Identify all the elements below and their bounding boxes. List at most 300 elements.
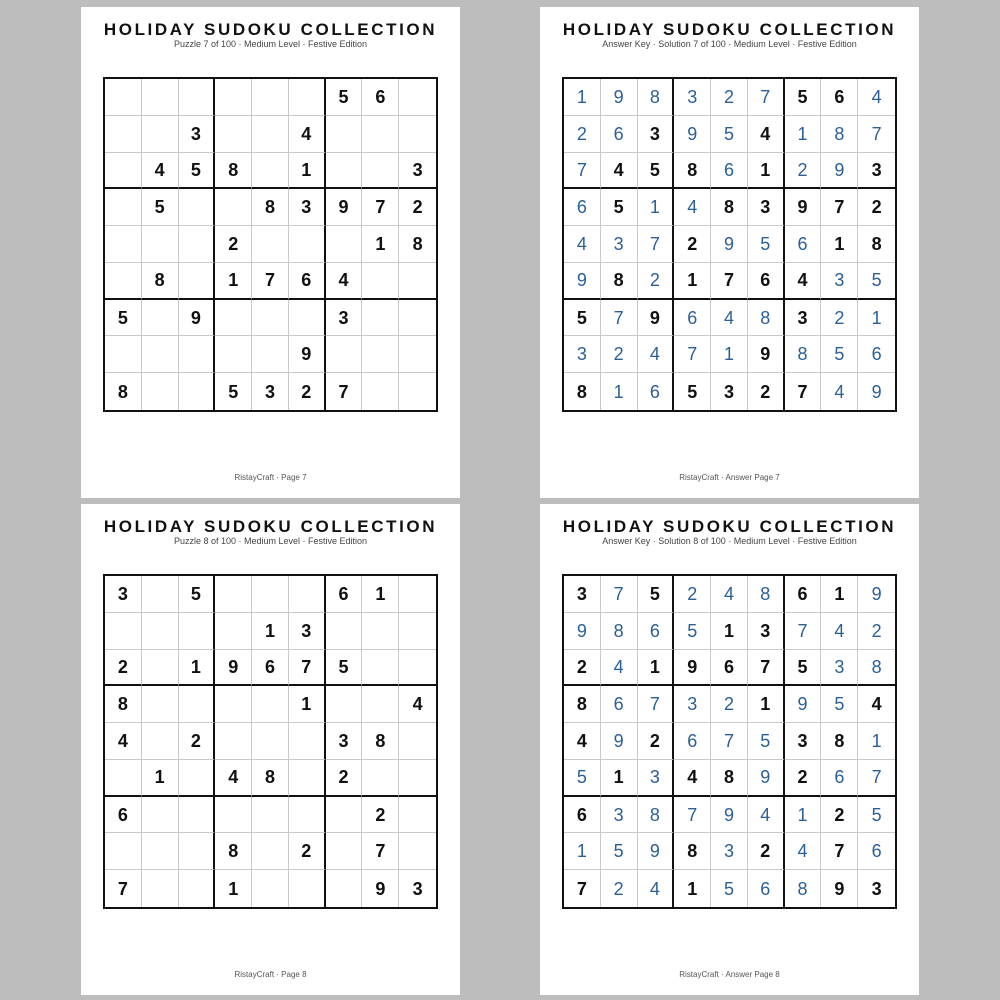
sudoku-cell (105, 79, 142, 116)
answer-page-7 (540, 7, 919, 498)
sudoku-cell (179, 613, 216, 650)
sudoku-cell (252, 870, 289, 907)
sudoku-cell (215, 797, 252, 834)
sudoku-cell: 6 (674, 723, 711, 760)
sudoku-cell: 9 (674, 650, 711, 687)
page-title: HOLIDAY SUDOKU COLLECTION (103, 20, 438, 39)
sudoku-cell: 3 (105, 576, 142, 613)
sudoku-cell: 1 (821, 576, 858, 613)
sudoku-cell (179, 226, 216, 263)
sudoku-cell: 2 (362, 797, 399, 834)
sudoku-cell (179, 263, 216, 300)
sudoku-cell: 8 (362, 723, 399, 760)
sudoku-cell (362, 263, 399, 300)
sudoku-cell (362, 613, 399, 650)
sudoku-cell: 8 (638, 797, 675, 834)
sudoku-grid (103, 77, 438, 412)
sudoku-cell: 5 (105, 300, 142, 337)
sudoku-cell: 8 (711, 189, 748, 226)
sudoku-cell: 8 (748, 300, 785, 337)
sudoku-cell (215, 189, 252, 226)
sudoku-cell: 4 (638, 336, 675, 373)
sudoku-cell: 8 (105, 373, 142, 410)
sudoku-cell: 6 (362, 79, 399, 116)
sudoku-cell: 1 (638, 650, 675, 687)
page-title: HOLIDAY SUDOKU COLLECTION (562, 20, 897, 39)
sudoku-cell (326, 870, 363, 907)
sudoku-cell: 1 (215, 263, 252, 300)
sudoku-cell (289, 226, 326, 263)
sudoku-cell (289, 79, 326, 116)
sudoku-cell: 4 (785, 833, 822, 870)
sudoku-cell: 6 (748, 263, 785, 300)
sudoku-cell (105, 833, 142, 870)
sudoku-cell: 5 (326, 650, 363, 687)
sudoku-cell (252, 723, 289, 760)
sudoku-cell: 2 (858, 189, 895, 226)
sudoku-cell: 7 (638, 226, 675, 263)
sudoku-cell: 1 (785, 797, 822, 834)
sudoku-cell: 1 (362, 226, 399, 263)
sudoku-cell: 9 (638, 833, 675, 870)
sudoku-cell (252, 300, 289, 337)
sudoku-cell: 2 (289, 833, 326, 870)
sudoku-cell: 6 (858, 833, 895, 870)
page-title: HOLIDAY SUDOKU COLLECTION (103, 517, 438, 536)
sudoku-cell (215, 723, 252, 760)
sudoku-cell (105, 226, 142, 263)
sudoku-cell (179, 760, 216, 797)
sudoku-cell: 3 (785, 300, 822, 337)
sudoku-cell: 9 (362, 870, 399, 907)
sudoku-cell: 3 (858, 153, 895, 190)
sudoku-cell: 5 (564, 760, 601, 797)
page-footer: RistayCraft · Answer Page 7 (679, 473, 780, 482)
sudoku-cell: 7 (362, 189, 399, 226)
sudoku-cell (399, 760, 436, 797)
sudoku-cell: 9 (326, 189, 363, 226)
sudoku-cell (215, 336, 252, 373)
sudoku-cell: 8 (252, 760, 289, 797)
sudoku-cell: 2 (711, 79, 748, 116)
sudoku-cell: 2 (748, 373, 785, 410)
sudoku-cell: 3 (821, 263, 858, 300)
sudoku-cell: 6 (711, 650, 748, 687)
sudoku-cell (105, 760, 142, 797)
sudoku-cell (142, 300, 179, 337)
sudoku-cell (179, 189, 216, 226)
sudoku-cell: 6 (252, 650, 289, 687)
sudoku-cell (252, 576, 289, 613)
sudoku-cell: 3 (399, 153, 436, 190)
sudoku-cell: 8 (858, 226, 895, 263)
sudoku-grid (103, 574, 438, 909)
sudoku-cell: 6 (564, 189, 601, 226)
sudoku-cell: 9 (601, 723, 638, 760)
sudoku-cell: 8 (711, 760, 748, 797)
sudoku-cell: 9 (748, 336, 785, 373)
sudoku-cell: 8 (399, 226, 436, 263)
sudoku-cell: 9 (871, 381, 882, 402)
sudoku-cell: 4 (638, 870, 675, 907)
sudoku-cell: 4 (711, 300, 748, 337)
sudoku-cell: 5 (564, 300, 601, 337)
sudoku-cell: 8 (601, 613, 638, 650)
sudoku-cell: 1 (564, 833, 601, 870)
sudoku-cell (399, 116, 436, 153)
sudoku-cell (362, 373, 399, 410)
sudoku-cell: 9 (711, 797, 748, 834)
sudoku-cell: 2 (785, 153, 822, 190)
sudoku-cell (399, 79, 436, 116)
sudoku-cell: 1 (674, 263, 711, 300)
sudoku-cell: 7 (252, 263, 289, 300)
sudoku-cell: 1 (252, 613, 289, 650)
sudoku-cell: 8 (748, 576, 785, 613)
sudoku-cell: 3 (871, 878, 882, 899)
sudoku-cell (399, 613, 436, 650)
sudoku-cell (399, 833, 436, 870)
sudoku-cell: 1 (362, 576, 399, 613)
sudoku-cell: 4 (564, 226, 601, 263)
sudoku-cell: 6 (638, 613, 675, 650)
sudoku-cell (252, 153, 289, 190)
sudoku-cell: 2 (748, 833, 785, 870)
sudoku-cell: 5 (601, 833, 638, 870)
sudoku-cell: 4 (785, 263, 822, 300)
sudoku-cell: 6 (821, 760, 858, 797)
sudoku-cell: 2 (674, 576, 711, 613)
sudoku-cell: 2 (821, 300, 858, 337)
sudoku-cell (179, 336, 216, 373)
sudoku-cell (399, 723, 436, 760)
sudoku-cell: 2 (289, 373, 326, 410)
sudoku-cell: 3 (326, 723, 363, 760)
sudoku-cell: 1 (674, 870, 711, 907)
sudoku-cell (142, 833, 179, 870)
sudoku-cell: 3 (179, 116, 216, 153)
sudoku-cell: 4 (858, 686, 895, 723)
sudoku-cell: 9 (215, 650, 252, 687)
puzzle-page-8 (81, 504, 460, 995)
sudoku-cell: 9 (711, 226, 748, 263)
sudoku-cell: 6 (785, 226, 822, 263)
sudoku-grid (562, 77, 897, 412)
sudoku-cell: 3 (289, 189, 326, 226)
sudoku-cell: 2 (601, 870, 638, 907)
page-title: HOLIDAY SUDOKU COLLECTION (562, 517, 897, 536)
sudoku-cell (289, 576, 326, 613)
sudoku-cell: 1 (785, 116, 822, 153)
sudoku-cell: 7 (711, 263, 748, 300)
sudoku-cell: 5 (785, 650, 822, 687)
sudoku-cell (252, 797, 289, 834)
sudoku-cell: 9 (564, 263, 601, 300)
sudoku-cell: 9 (289, 336, 326, 373)
sudoku-cell: 2 (821, 797, 858, 834)
sudoku-cell: 9 (821, 870, 858, 907)
sudoku-cell: 1 (711, 336, 748, 373)
sudoku-cell: 3 (674, 79, 711, 116)
sudoku-cell: 2 (399, 189, 436, 226)
sudoku-cell: 9 (785, 686, 822, 723)
sudoku-cell (326, 336, 363, 373)
sudoku-cell (289, 870, 326, 907)
sudoku-cell (105, 336, 142, 373)
sudoku-cell (399, 336, 436, 373)
sudoku-cell (289, 723, 326, 760)
sudoku-cell: 9 (821, 153, 858, 190)
sudoku-cell: 7 (564, 153, 601, 190)
page-subtitle: Puzzle 7 of 100 · Medium Level · Festive Edition (173, 39, 368, 49)
sudoku-cell: 6 (601, 686, 638, 723)
sudoku-cell: 1 (748, 153, 785, 190)
sudoku-cell: 5 (638, 153, 675, 190)
sudoku-cell: 4 (711, 576, 748, 613)
sudoku-cell: 6 (289, 263, 326, 300)
sudoku-cell: 4 (289, 116, 326, 153)
sudoku-cell (362, 760, 399, 797)
sudoku-cell (142, 650, 179, 687)
sudoku-cell: 6 (638, 373, 675, 410)
sudoku-cell: 2 (564, 650, 601, 687)
sudoku-cell: 1 (748, 686, 785, 723)
sudoku-cell: 1 (179, 650, 216, 687)
sudoku-cell (142, 373, 179, 410)
sudoku-cell: 5 (858, 263, 895, 300)
sudoku-cell: 3 (638, 760, 675, 797)
sudoku-cell: 2 (179, 723, 216, 760)
sudoku-cell: 2 (638, 263, 675, 300)
sudoku-cell: 5 (142, 189, 179, 226)
sudoku-cell: 4 (748, 116, 785, 153)
sudoku-cell: 3 (785, 723, 822, 760)
sudoku-cell: 7 (674, 797, 711, 834)
page-footer: RistayCraft · Page 8 (234, 970, 307, 979)
sudoku-cell: 5 (711, 870, 748, 907)
sudoku-cell: 5 (748, 723, 785, 760)
sudoku-cell: 7 (326, 373, 363, 410)
sudoku-cell: 9 (638, 300, 675, 337)
sudoku-cell: 3 (412, 878, 423, 899)
sudoku-cell (252, 833, 289, 870)
sudoku-cell: 2 (638, 723, 675, 760)
sudoku-cell: 7 (564, 870, 601, 907)
sudoku-cell: 5 (179, 576, 216, 613)
sudoku-cell (142, 336, 179, 373)
sudoku-cell: 1 (215, 870, 252, 907)
sudoku-cell: 5 (601, 189, 638, 226)
sudoku-cell (105, 189, 142, 226)
sudoku-cell (399, 797, 436, 834)
sudoku-cell: 8 (785, 870, 822, 907)
sudoku-cell: 1 (289, 153, 326, 190)
sudoku-cell (179, 870, 216, 907)
sudoku-cell: 2 (601, 336, 638, 373)
sudoku-cell (362, 336, 399, 373)
sudoku-cell (252, 226, 289, 263)
sudoku-cell: 7 (821, 189, 858, 226)
sudoku-cell (215, 576, 252, 613)
sudoku-cell: 5 (821, 336, 858, 373)
sudoku-cell: 6 (601, 116, 638, 153)
sudoku-cell: 1 (711, 613, 748, 650)
sudoku-cell (326, 116, 363, 153)
sudoku-cell (179, 797, 216, 834)
sudoku-cell: 7 (821, 833, 858, 870)
sudoku-cell (362, 300, 399, 337)
sudoku-cell: 6 (748, 870, 785, 907)
sudoku-cell: 4 (564, 723, 601, 760)
sudoku-cell: 1 (638, 189, 675, 226)
sudoku-cell: 4 (105, 723, 142, 760)
sudoku-cell: 7 (638, 686, 675, 723)
sudoku-cell (326, 833, 363, 870)
sudoku-cell: 5 (674, 373, 711, 410)
sudoku-cell (179, 373, 216, 410)
sudoku-cell: 7 (601, 576, 638, 613)
sudoku-cell (362, 116, 399, 153)
sudoku-cell: 1 (142, 760, 179, 797)
sudoku-cell (142, 686, 179, 723)
sudoku-cell: 9 (785, 189, 822, 226)
sudoku-cell: 3 (252, 373, 289, 410)
sudoku-cell (362, 153, 399, 190)
sudoku-cell (326, 797, 363, 834)
sudoku-cell: 6 (326, 576, 363, 613)
sudoku-cell (399, 300, 436, 337)
sudoku-cell: 1 (821, 226, 858, 263)
sudoku-cell: 2 (564, 116, 601, 153)
sudoku-cell (362, 650, 399, 687)
sudoku-cell: 1 (289, 686, 326, 723)
sudoku-cell: 5 (711, 116, 748, 153)
sudoku-cell (179, 79, 216, 116)
sudoku-cell: 6 (674, 300, 711, 337)
sudoku-cell: 5 (785, 79, 822, 116)
sudoku-cell: 8 (564, 373, 601, 410)
sudoku-cell: 1 (858, 723, 895, 760)
sudoku-cell (179, 833, 216, 870)
sudoku-cell: 8 (785, 336, 822, 373)
sudoku-cell: 7 (785, 613, 822, 650)
sudoku-cell (215, 300, 252, 337)
sudoku-cell: 3 (674, 686, 711, 723)
puzzle-page-7 (81, 7, 460, 498)
sudoku-cell (289, 797, 326, 834)
sudoku-cell: 7 (748, 650, 785, 687)
sudoku-cell: 7 (711, 723, 748, 760)
sudoku-cell: 1 (601, 373, 638, 410)
sudoku-cell (362, 686, 399, 723)
sudoku-cell (399, 263, 436, 300)
sudoku-cell: 1 (858, 300, 895, 337)
sudoku-cell (105, 153, 142, 190)
sudoku-cell: 3 (711, 373, 748, 410)
sudoku-cell: 9 (179, 300, 216, 337)
sudoku-cell: 3 (821, 650, 858, 687)
sudoku-cell: 6 (821, 79, 858, 116)
sudoku-cell (142, 723, 179, 760)
page-subtitle: Answer Key · Solution 7 of 100 · Medium Level · Festive Edition (602, 39, 857, 49)
sudoku-cell: 2 (215, 226, 252, 263)
sudoku-cell: 6 (785, 576, 822, 613)
sudoku-cell: 8 (601, 263, 638, 300)
sudoku-cell: 4 (399, 686, 436, 723)
sudoku-cell (215, 686, 252, 723)
sudoku-cell: 3 (748, 613, 785, 650)
sudoku-cell (399, 373, 436, 410)
sudoku-cell: 7 (105, 870, 142, 907)
sudoku-cell: 7 (601, 300, 638, 337)
sudoku-cell: 4 (821, 613, 858, 650)
sudoku-cell: 7 (858, 760, 895, 797)
page-subtitle: Answer Key · Solution 8 of 100 · Medium Level · Festive Edition (602, 536, 857, 546)
sudoku-cell (289, 300, 326, 337)
sudoku-cell (215, 613, 252, 650)
sudoku-cell (399, 650, 436, 687)
sudoku-cell: 9 (601, 79, 638, 116)
sudoku-cell: 4 (601, 153, 638, 190)
sudoku-grid (562, 574, 897, 909)
sudoku-cell: 5 (674, 613, 711, 650)
sudoku-cell (252, 686, 289, 723)
sudoku-cell: 7 (362, 833, 399, 870)
page-subtitle: Puzzle 8 of 100 · Medium Level · Festive Edition (173, 536, 368, 546)
sudoku-cell: 8 (674, 833, 711, 870)
sudoku-cell: 4 (858, 79, 895, 116)
sudoku-cell: 2 (711, 686, 748, 723)
sudoku-cell: 8 (215, 833, 252, 870)
sudoku-cell: 4 (215, 760, 252, 797)
sudoku-cell: 6 (105, 797, 142, 834)
sudoku-cell (105, 613, 142, 650)
sudoku-cell: 8 (638, 79, 675, 116)
sudoku-cell: 9 (674, 116, 711, 153)
sudoku-cell: 9 (858, 576, 895, 613)
sudoku-cell (252, 116, 289, 153)
sudoku-cell (142, 797, 179, 834)
sudoku-cell (326, 686, 363, 723)
sudoku-cell (105, 116, 142, 153)
sudoku-cell: 6 (711, 153, 748, 190)
sudoku-cell: 2 (785, 760, 822, 797)
sudoku-cell: 3 (326, 300, 363, 337)
sudoku-cell: 4 (601, 650, 638, 687)
sudoku-cell: 4 (326, 263, 363, 300)
sudoku-cell (326, 153, 363, 190)
sudoku-cell (326, 613, 363, 650)
sudoku-cell: 8 (821, 723, 858, 760)
sudoku-cell (142, 79, 179, 116)
sudoku-cell: 3 (564, 576, 601, 613)
page-footer: RistayCraft · Answer Page 8 (679, 970, 780, 979)
sudoku-cell (252, 336, 289, 373)
sudoku-cell: 5 (638, 576, 675, 613)
sudoku-cell (399, 576, 436, 613)
sudoku-cell: 8 (858, 650, 895, 687)
sudoku-cell (215, 116, 252, 153)
sudoku-cell: 8 (564, 686, 601, 723)
sudoku-cell: 1 (601, 760, 638, 797)
sudoku-cell (142, 613, 179, 650)
sudoku-cell: 5 (179, 153, 216, 190)
sudoku-cell: 9 (564, 613, 601, 650)
sudoku-cell: 8 (674, 153, 711, 190)
sudoku-cell (215, 79, 252, 116)
sudoku-cell: 3 (638, 116, 675, 153)
sudoku-cell: 3 (601, 226, 638, 263)
